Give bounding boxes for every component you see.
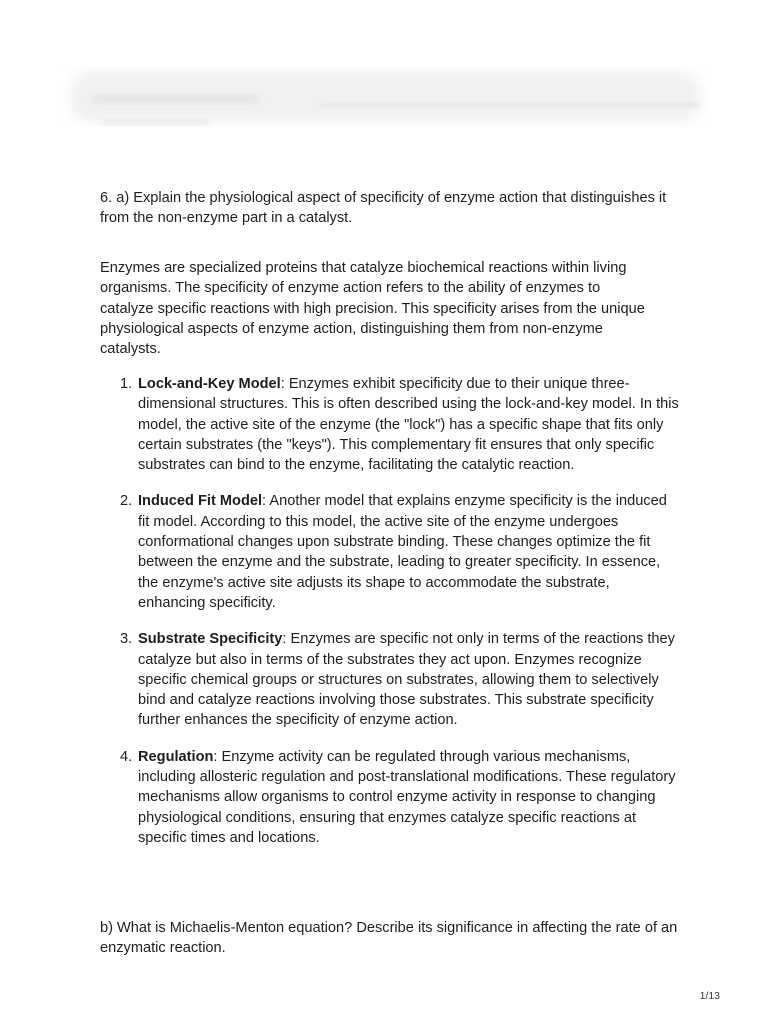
- item-title: Lock-and-Key Model: [138, 376, 281, 392]
- list-item: [100, 747, 680, 848]
- item-number: 4.: [120, 748, 133, 765]
- item-number: 1.: [120, 376, 133, 392]
- list-item: [100, 491, 680, 613]
- page-number: 1/13: [699, 990, 720, 1002]
- item-text: : Enzymes are specific not only in terms of the reactions they catalyze but also in terms of the substrates they act upon. Enzymes recognize specific chemical groups or structures on substrates, allowing them to selectively bind and catalyze reactions involving those substrates. This substrate specificity further enhances the specificity of enzyme action.: [138, 631, 675, 729]
- list-item: [100, 629, 680, 730]
- item-number: 3.: [120, 631, 133, 648]
- list-item: [100, 374, 680, 475]
- item-title: Regulation: [138, 748, 214, 765]
- item-title: Substrate Specificity: [138, 631, 283, 648]
- item-text: : Enzymes exhibit specificity due to their unique three-dimensional structures. This is often described using the lock-and-key model. In this model, the active site of the enzyme (the "lock") has a specific shape that fits only certain substrates (the "keys"). This complementary fit ensures that only specific substrates can bind to the enzyme, facilitating the catalytic reaction.: [138, 376, 679, 474]
- intro-paragraph: Enzymes are specialized proteins that catalyze biochemical reactions within living organisms. The specificity of enzyme action refers to the ability of enzymes to catalyze specific reactions with high precision. This specificity arises from the unique physiological aspects of enzyme action, distinguishing them from non-enzyme catalysts.: [100, 260, 645, 358]
- item-text: : Another model that explains enzyme specificity is the induced fit model. According to this model, the active site of the enzyme undergoes conformational changes upon substrate binding. These changes optimize the fit between the enzyme and the substrate, leading to greater specificity. In essence, the enzyme's active site adjusts its shape to accommodate the substrate, enhancing specificity.: [138, 493, 667, 611]
- item-title: Induced Fit Model: [138, 493, 263, 510]
- question-6b: b) What is Michaelis-Menton equation? Describe its significance in affecting the rate of an enzymatic reaction.: [100, 920, 678, 957]
- question-6a: 6. a) Explain the physiological aspect of specificity of enzyme action that distinguishes it from the non-enzyme part in a catalyst.: [100, 190, 667, 227]
- item-number: 2.: [120, 493, 133, 510]
- item-text: : Enzyme activity can be regulated through various mechanisms, including allosteric regulation and post-translational modifications. These regulatory mechanisms allow organisms to control enzyme activity in response to changing physiological conditions, ensuring that enzymes catalyze specific reactions at specific times and locations.: [138, 748, 676, 846]
- scan-smudge: [60, 64, 710, 144]
- specificity-points-list: [100, 374, 680, 864]
